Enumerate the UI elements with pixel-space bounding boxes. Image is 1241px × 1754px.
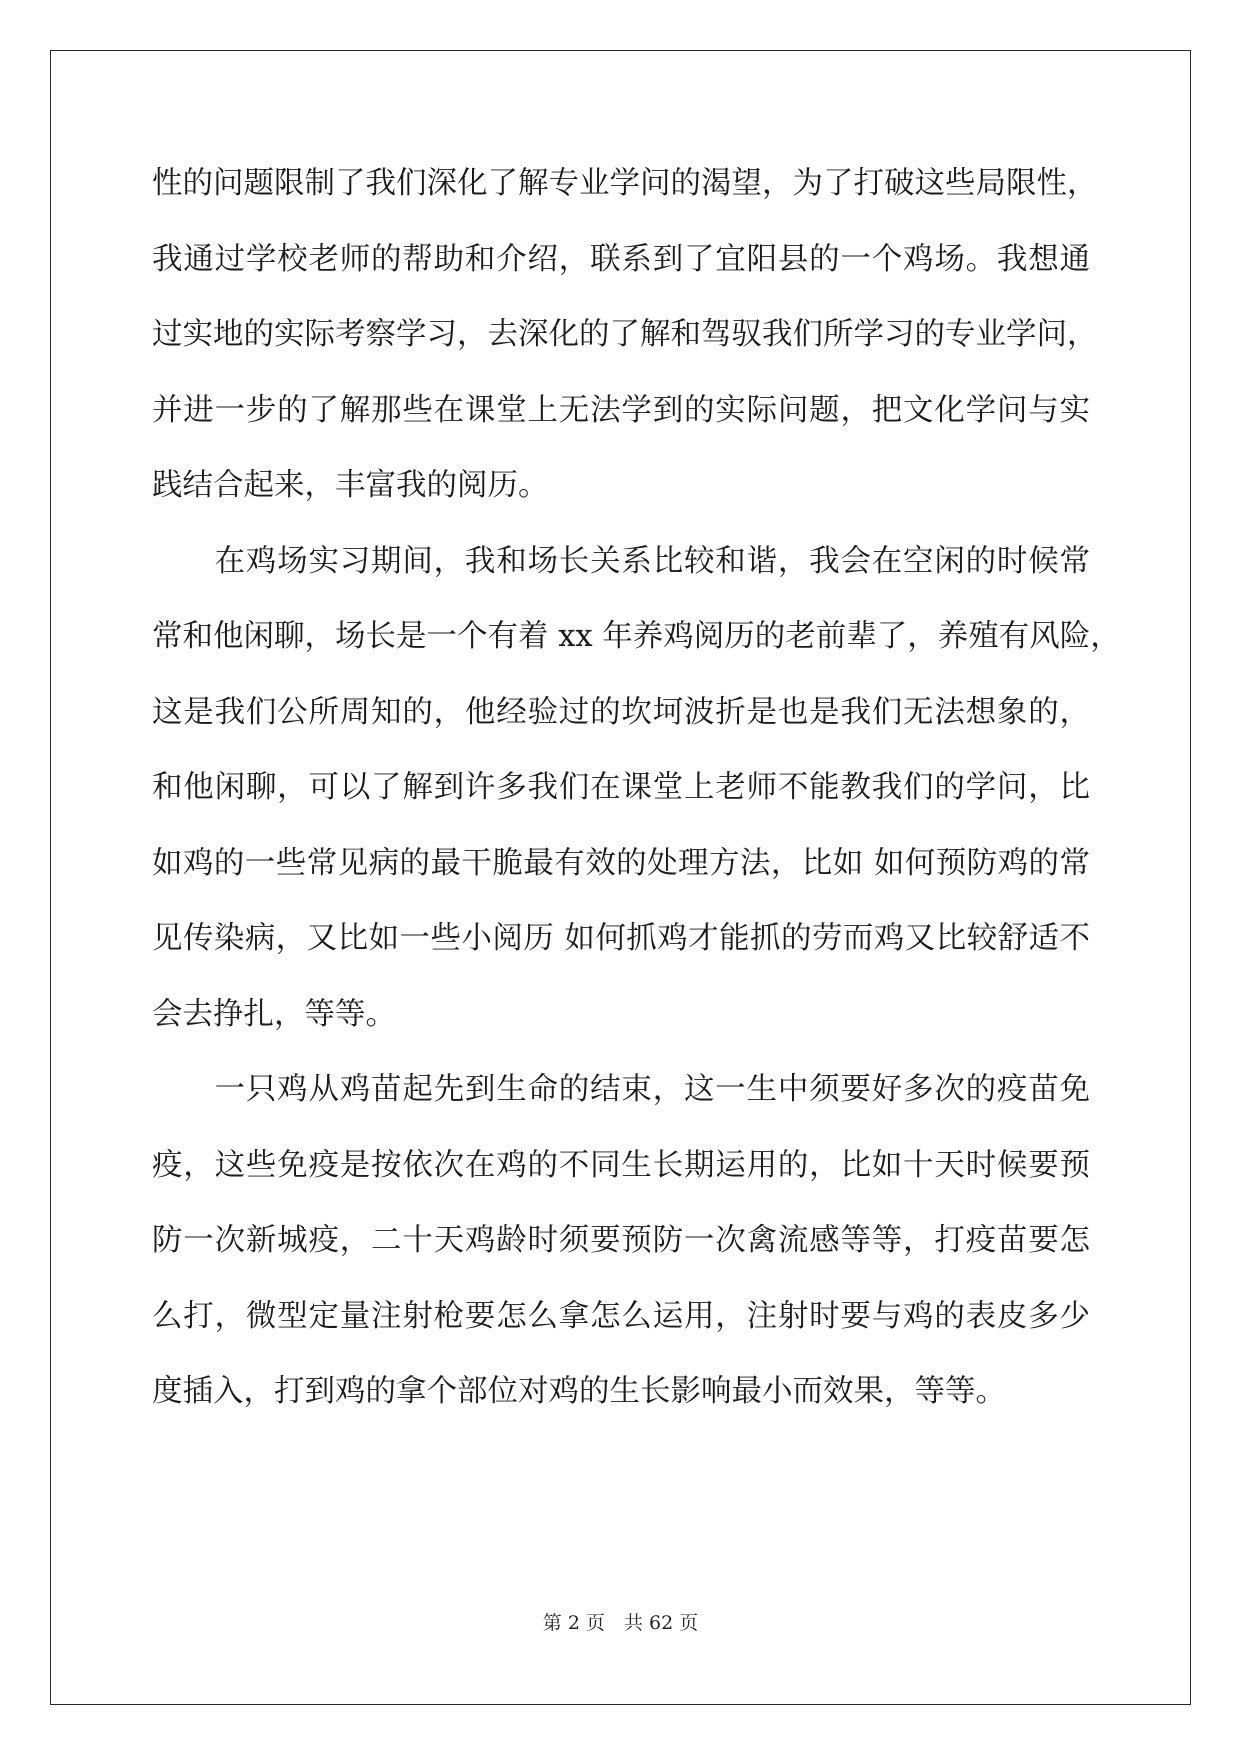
text-line: 见传染病，又比如一些小阅历 如何抓鸡才能抓的劳而鸡又比较舒适不 bbox=[152, 921, 1090, 956]
text-line: 度插入，打到鸡的拿个部位对鸡的生长影响最小而效果，等等。 bbox=[152, 1374, 1006, 1409]
text-line: 性的问题限制了我们深化了解专业学问的渴望，为了打破这些局限性， bbox=[152, 166, 1098, 201]
document-body bbox=[152, 146, 1121, 1430]
text-line: 疫，这些免疫是按依次在鸡的不同生长期运用的，比如十天时候要预 bbox=[152, 1147, 1090, 1183]
text-line: 如鸡的一些常见病的最干脆最有效的处理方法，比如 如何预防鸡的常 bbox=[152, 845, 1090, 881]
text-line: 在鸡场实习期间，我和场长关系比较和谐，我会在空闲的时候常 bbox=[152, 543, 1090, 579]
text-line: 过实地的实际考察学习，去深化的了解和驾驭我们所学习的专业学问， bbox=[152, 317, 1098, 352]
text-line: 这是我们公所周知的，他经验过的坎坷波折是也是我们无法想象的， bbox=[152, 694, 1090, 730]
page-footer bbox=[0, 1611, 1241, 1635]
text-line: 并进一步的了解那些在课堂上无法学到的实际问题，把文化学问与实 bbox=[152, 392, 1090, 428]
text-line: 和他闲聊，可以了解到许多我们在课堂上老师不能教我们的学问，比 bbox=[152, 770, 1090, 805]
text-line: 会去挣扎，等等。 bbox=[152, 996, 396, 1032]
text-line: 常和他闲聊，场长是一个有着 xx 年养鸡阅历的老前辈了，养殖有风险， bbox=[152, 619, 1121, 654]
text-line: 防一次新城疫，二十天鸡龄时须要预防一次禽流感等等，打疫苗要怎 bbox=[152, 1223, 1090, 1258]
text-line: 么打，微型定量注射枪要怎么拿怎么运用，注射时要与鸡的表皮多少 bbox=[152, 1298, 1090, 1334]
text-line: 一只鸡从鸡苗起先到生命的结束，这一生中须要好多次的疫苗免 bbox=[152, 1072, 1090, 1107]
text-line: 我通过学校老师的帮助和介绍，联系到了宜阳县的一个鸡场。我想通 bbox=[152, 241, 1090, 277]
page-number-label: 第 2 页 共 62 页 bbox=[542, 1612, 699, 1634]
text-line: 践结合起来，丰富我的阅历。 bbox=[152, 468, 549, 503]
